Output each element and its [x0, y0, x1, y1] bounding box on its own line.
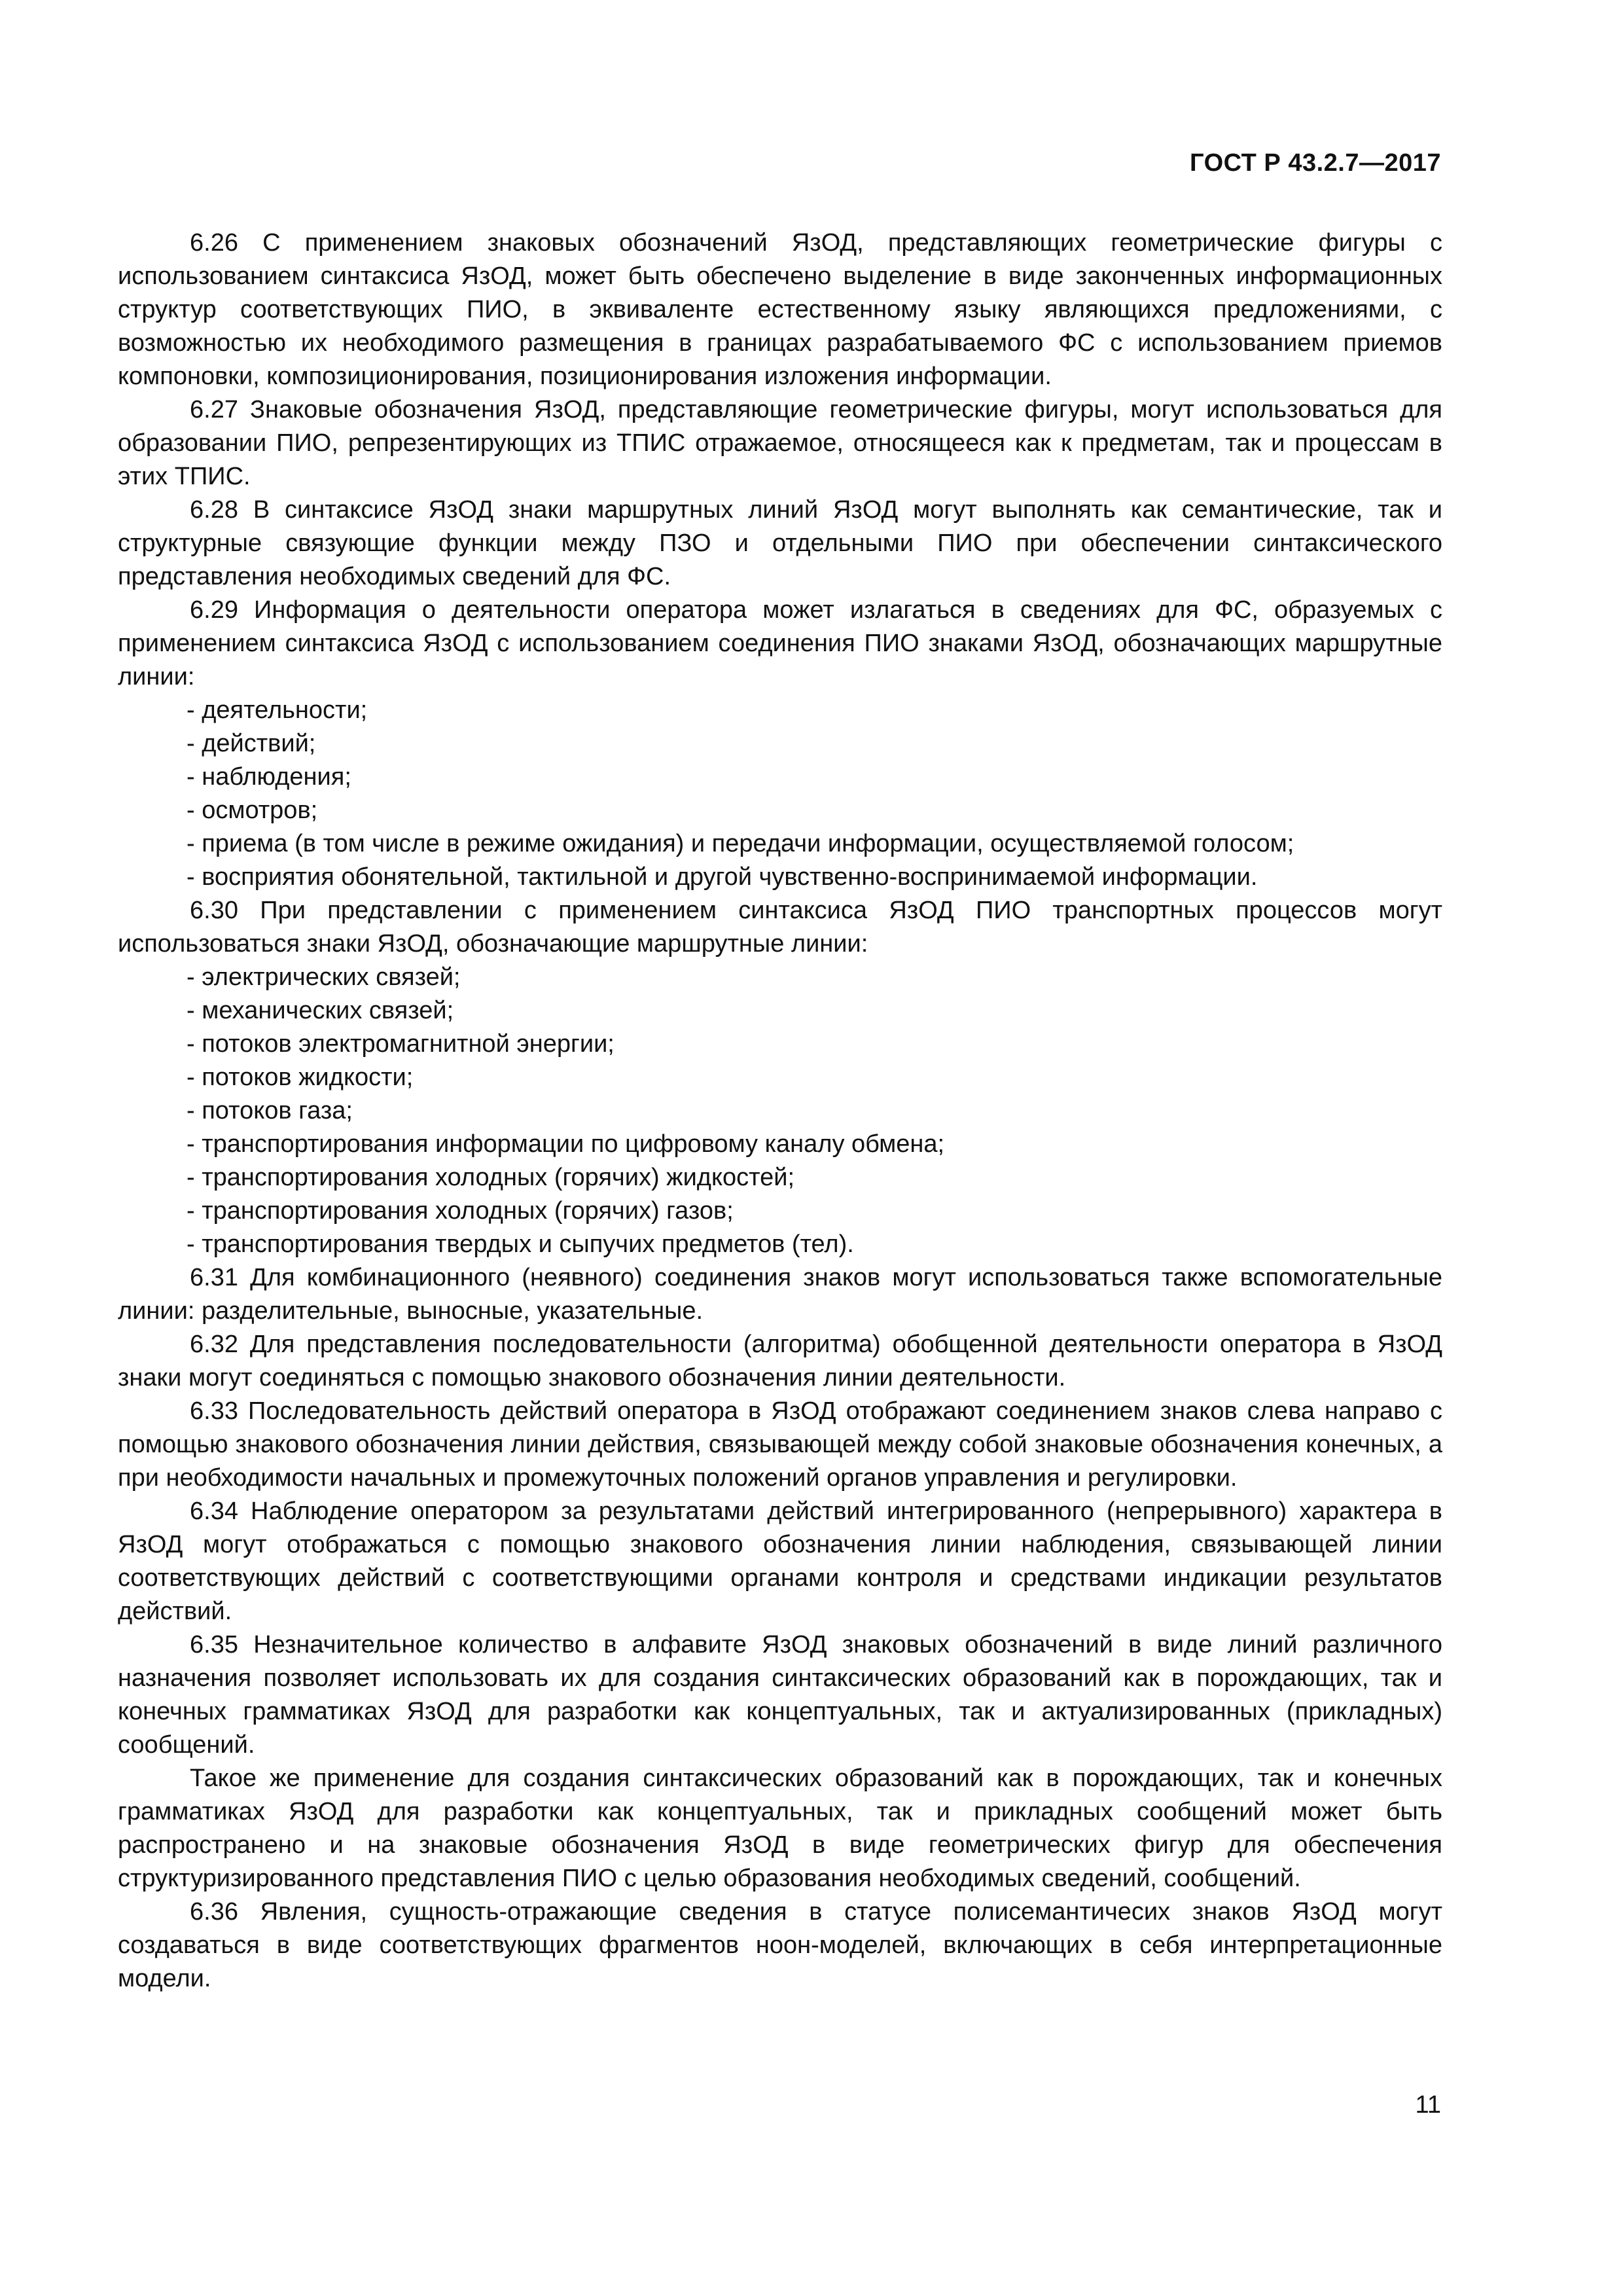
- list-6-30: [118, 961, 1442, 1261]
- paragraph-6-32: 6.32 Для представления последовательности (алгоритма) обобщенной деятельности оператора в ЯзОД знаки могут соединяться с помощью знакового обозначения линии деятельности.: [118, 1331, 1442, 1391]
- paragraph-6-31: 6.31 Для комбинационного (неявного) соединения знаков могут использоваться также вспомогательные линии: разделительные, выносные, указательные.: [118, 1264, 1442, 1325]
- document-body: [118, 226, 1442, 1996]
- paragraph-6-36: 6.36 Явления, сущность-отражающие сведения в статусе полисемантичесих знаков ЯзОД могут создаваться в виде соответствующих фрагментов ноон-моделей, включающих в себя интерпретационные модели.: [118, 1898, 1442, 1992]
- paragraph-6-30: 6.30 При представлении с применением синтаксиса ЯзОД ПИО транспортных процессов могут использоваться знаки ЯзОД, обозначающие маршрутные линии:: [118, 897, 1442, 958]
- page-number: 11: [1415, 2091, 1441, 2119]
- paragraph-6-34: 6.34 Наблюдение оператором за результатами действий интегрированного (непрерывного) характера в ЯзОД могут отображаться с помощью знакового обозначения линии наблюдения, связывающей линии соответствующих действий с соответствующими органами контроля и средствами индикации результатов действий.: [118, 1498, 1442, 1625]
- paragraph-6-33: 6.33 Последовательность действий оператора в ЯзОД отображают соединением знаков слева направо с помощью знакового обозначения линии действия, связывающей между собой знаковые обозначения конечных, а при необходимости начальных и промежуточных положений органов управления и регулировки.: [118, 1397, 1442, 1492]
- list-item: - транспортирования холодных (горячих) газов;: [187, 1197, 734, 1225]
- list-item: - транспортирования холодных (горячих) жидкостей;: [187, 1164, 795, 1191]
- list-item: - потоков жидкости;: [187, 1064, 414, 1091]
- list-item: - потоков электромагнитной энергии;: [187, 1030, 615, 1058]
- list-item: - деятельности;: [187, 696, 368, 724]
- list-6-29: [118, 694, 1442, 894]
- paragraph-6-35-continuation: Такое же применение для создания синтаксических образований как в порождающих, так и конечных грамматиках ЯзОД для разработки как концептуальных, так и прикладных сообщений может быть распространено и на знаковые обозначения ЯзОД в виде геометрических фигур для обеспечения структуризированного представления ПИО с целью образования необходимых сведений, сообщений.: [118, 1765, 1442, 1892]
- list-item: - транспортирования информации по цифровому каналу обмена;: [187, 1130, 945, 1158]
- paragraph-6-35: 6.35 Незначительное количество в алфавите ЯзОД знаковых обозначений в виде линий различного назначения позволяет использовать их для создания синтаксических образований как в порождающих, так и конечных грамматиках ЯзОД для разработки как концептуальных, так и актуализированных (прикладных) сообщений.: [118, 1631, 1442, 1759]
- list-item: - осмотров;: [187, 797, 318, 824]
- paragraph-6-28: 6.28 В синтаксисе ЯзОД знаки маршрутных линий ЯзОД могут выполнять как семантические, так и структурные связующие функции между ПЗО и отдельными ПИО при обеспечении синтаксического представления необходимых сведений для ФС.: [118, 496, 1442, 590]
- list-item: - транспортирования твердых и сыпучих предметов (тел).: [187, 1230, 854, 1258]
- list-item: - механических связей;: [187, 997, 454, 1024]
- list-item: - электрических связей;: [187, 963, 461, 991]
- list-item: - приема (в том числе в режиме ожидания) и передачи информации, осуществляемой голосом;: [187, 830, 1294, 857]
- list-item: - восприятия обонятельной, тактильной и другой чувственно-воспринимаемой информации.: [187, 863, 1258, 891]
- paragraph-6-29: 6.29 Информация о деятельности оператора может излагаться в сведениях для ФС, образуемых с применением синтаксиса ЯзОД с использованием соединения ПИО знаками ЯзОД, обозначающих маршрутные линии:: [118, 596, 1442, 691]
- paragraph-6-26: 6.26 С применением знаковых обозначений ЯзОД, представляющих геометрические фигуры с использованием синтаксиса ЯзОД, может быть обеспечено выделение в виде законченных информационных структур соответствующих ПИО, в эквиваленте естественному языку являющихся предложениями, с возможностью их необходимого размещения в границах разрабатываемого ФС с использованием приемов компоновки, композиционирования, позиционирования изложения информации.: [118, 229, 1442, 390]
- list-item: - потоков газа;: [187, 1097, 353, 1124]
- document-code: ГОСТ Р 43.2.7—2017: [1190, 149, 1441, 177]
- paragraph-6-27: 6.27 Знаковые обозначения ЯзОД, представляющие геометрические фигуры, могут использоваться для образовании ПИО, репрезентирующих из ТПИС отражаемое, относящееся как к предметам, так и процессам в этих ТПИС.: [118, 396, 1442, 490]
- list-item: - наблюдения;: [187, 763, 351, 791]
- list-item: - действий;: [187, 730, 316, 757]
